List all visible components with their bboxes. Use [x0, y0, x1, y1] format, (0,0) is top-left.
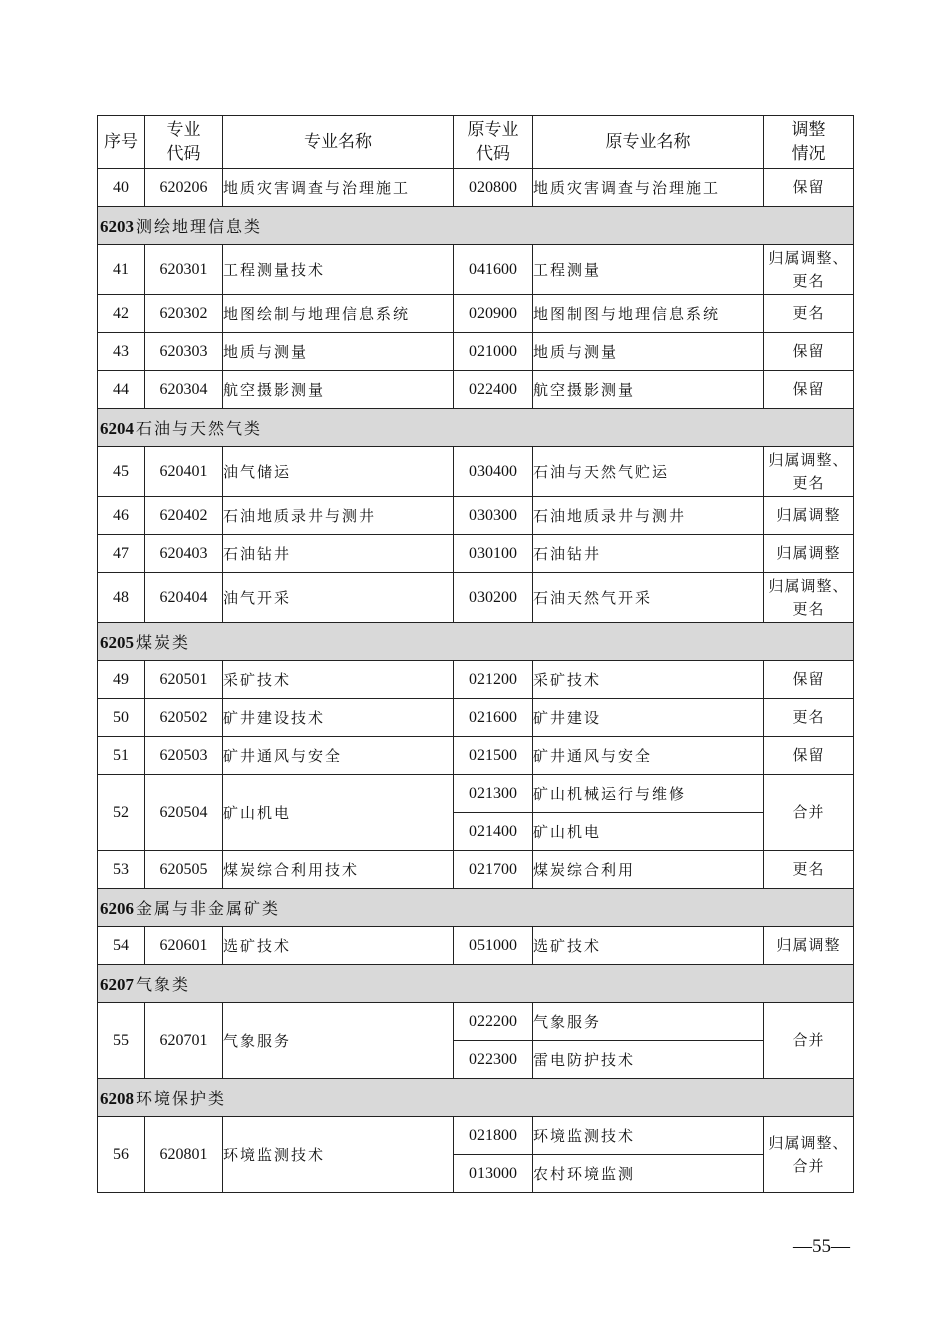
orig-name-cell: 煤炭综合利用 — [533, 851, 764, 889]
code-cell: 620601 — [145, 927, 223, 965]
category-cell — [98, 409, 854, 447]
table-row — [98, 169, 854, 207]
code-cell: 620403 — [145, 535, 223, 573]
seq-cell: 48 — [98, 573, 145, 623]
category-name: 石油与天然气类 — [136, 419, 263, 438]
major-table — [97, 115, 854, 1193]
category-name: 测绘地理信息类 — [136, 217, 263, 236]
seq-cell: 43 — [98, 333, 145, 371]
table-row — [98, 573, 854, 623]
orig-name-cell: 工程测量 — [533, 245, 764, 295]
major-name-cell: 矿井建设技术 — [223, 699, 454, 737]
seq-cell: 53 — [98, 851, 145, 889]
orig-code-cell: 030300 — [454, 497, 533, 535]
major-name-cell: 工程测量技术 — [223, 245, 454, 295]
table-header-row — [98, 116, 854, 169]
table-row — [98, 333, 854, 371]
major-name-cell: 油气储运 — [223, 447, 454, 497]
adjust-cell: 归属调整 — [764, 535, 854, 573]
orig-name-cell: 航空摄影测量 — [533, 371, 764, 409]
orig-name-cell: 地质与测量 — [533, 333, 764, 371]
category-name: 煤炭类 — [136, 633, 191, 652]
category-cell — [98, 965, 854, 1003]
orig-code-cell: 030200 — [454, 573, 533, 623]
table-row — [98, 661, 854, 699]
major-name-cell: 地图绘制与地理信息系统 — [223, 295, 454, 333]
table-row — [98, 851, 854, 889]
category-row — [98, 889, 854, 927]
major-name-cell: 油气开采 — [223, 573, 454, 623]
seq-cell: 45 — [98, 447, 145, 497]
table-row — [98, 497, 854, 535]
major-name-cell: 气象服务 — [223, 1003, 454, 1079]
major-name-cell: 采矿技术 — [223, 661, 454, 699]
table-row — [98, 699, 854, 737]
orig-name-cell: 矿山机械运行与维修 — [533, 775, 764, 813]
header-name: 专业名称 — [223, 116, 454, 169]
orig-name-cell: 矿井建设 — [533, 699, 764, 737]
orig-code-cell: 041600 — [454, 245, 533, 295]
category-code: 6205 — [100, 633, 134, 652]
orig-name-cell: 采矿技术 — [533, 661, 764, 699]
code-cell: 620503 — [145, 737, 223, 775]
seq-cell: 42 — [98, 295, 145, 333]
orig-name-cell: 农村环境监测 — [533, 1155, 764, 1193]
orig-name-cell: 雷电防护技术 — [533, 1041, 764, 1079]
category-name: 环境保护类 — [136, 1089, 227, 1108]
adjust-cell: 归属调整、 更名 — [764, 245, 854, 295]
code-cell: 620501 — [145, 661, 223, 699]
table-row — [98, 927, 854, 965]
table-row — [98, 737, 854, 775]
adjust-cell: 合并 — [764, 1003, 854, 1079]
header-orig-name: 原专业名称 — [533, 116, 764, 169]
seq-cell: 44 — [98, 371, 145, 409]
category-code: 6206 — [100, 899, 134, 918]
seq-cell: 50 — [98, 699, 145, 737]
orig-name-cell: 矿山机电 — [533, 813, 764, 851]
header-orig-code: 原专业 代码 — [454, 116, 533, 169]
table-row — [98, 535, 854, 573]
adjust-cell: 保留 — [764, 737, 854, 775]
code-cell: 620502 — [145, 699, 223, 737]
category-code: 6208 — [100, 1089, 134, 1108]
orig-code-cell: 021200 — [454, 661, 533, 699]
orig-name-cell: 石油钻井 — [533, 535, 764, 573]
table-row — [98, 775, 854, 813]
orig-name-cell: 石油与天然气贮运 — [533, 447, 764, 497]
orig-name-cell: 选矿技术 — [533, 927, 764, 965]
orig-code-cell: 021000 — [454, 333, 533, 371]
adjust-cell: 归属调整 — [764, 497, 854, 535]
category-name: 气象类 — [136, 975, 191, 994]
adjust-cell: 归属调整、 更名 — [764, 447, 854, 497]
category-name: 金属与非金属矿类 — [136, 899, 281, 918]
orig-code-cell: 022300 — [454, 1041, 533, 1079]
orig-code-cell: 021500 — [454, 737, 533, 775]
orig-name-cell: 石油地质录井与测井 — [533, 497, 764, 535]
code-cell: 620206 — [145, 169, 223, 207]
major-name-cell: 地质与测量 — [223, 333, 454, 371]
adjust-cell: 保留 — [764, 661, 854, 699]
major-name-cell: 矿山机电 — [223, 775, 454, 851]
orig-name-cell: 矿井通风与安全 — [533, 737, 764, 775]
orig-code-cell: 021300 — [454, 775, 533, 813]
table-row — [98, 371, 854, 409]
table-row — [98, 295, 854, 333]
major-name-cell: 航空摄影测量 — [223, 371, 454, 409]
category-cell — [98, 623, 854, 661]
orig-name-cell: 地图制图与地理信息系统 — [533, 295, 764, 333]
code-cell: 620504 — [145, 775, 223, 851]
table-row — [98, 447, 854, 497]
orig-name-cell: 地质灾害调查与治理施工 — [533, 169, 764, 207]
orig-code-cell: 020800 — [454, 169, 533, 207]
major-name-cell: 石油钻井 — [223, 535, 454, 573]
seq-cell: 52 — [98, 775, 145, 851]
category-code: 6204 — [100, 419, 134, 438]
category-code: 6203 — [100, 217, 134, 236]
orig-code-cell: 020900 — [454, 295, 533, 333]
orig-code-cell: 022200 — [454, 1003, 533, 1041]
adjust-cell: 保留 — [764, 169, 854, 207]
orig-name-cell: 石油天然气开采 — [533, 573, 764, 623]
category-cell — [98, 889, 854, 927]
orig-code-cell: 051000 — [454, 927, 533, 965]
major-name-cell: 石油地质录井与测井 — [223, 497, 454, 535]
major-name-cell: 矿井通风与安全 — [223, 737, 454, 775]
orig-name-cell: 气象服务 — [533, 1003, 764, 1041]
category-row — [98, 965, 854, 1003]
seq-cell: 46 — [98, 497, 145, 535]
category-row — [98, 1079, 854, 1117]
code-cell: 620404 — [145, 573, 223, 623]
page-number: —55— — [793, 1236, 850, 1257]
adjust-cell: 归属调整、 合并 — [764, 1117, 854, 1193]
adjust-cell: 保留 — [764, 371, 854, 409]
adjust-cell: 保留 — [764, 333, 854, 371]
category-row — [98, 409, 854, 447]
code-cell: 620302 — [145, 295, 223, 333]
adjust-cell: 更名 — [764, 851, 854, 889]
major-name-cell: 环境监测技术 — [223, 1117, 454, 1193]
seq-cell: 41 — [98, 245, 145, 295]
adjust-cell: 更名 — [764, 295, 854, 333]
adjust-cell: 合并 — [764, 775, 854, 851]
header-adjust: 调整 情况 — [764, 116, 854, 169]
code-cell: 620701 — [145, 1003, 223, 1079]
category-cell — [98, 1079, 854, 1117]
orig-code-cell: 030100 — [454, 535, 533, 573]
table-row — [98, 245, 854, 295]
seq-cell: 47 — [98, 535, 145, 573]
orig-name-cell: 环境监测技术 — [533, 1117, 764, 1155]
adjust-cell: 归属调整、 更名 — [764, 573, 854, 623]
adjust-cell: 更名 — [764, 699, 854, 737]
table-body — [98, 169, 854, 1193]
code-cell: 620304 — [145, 371, 223, 409]
header-code: 专业 代码 — [145, 116, 223, 169]
orig-code-cell: 021700 — [454, 851, 533, 889]
orig-code-cell: 021600 — [454, 699, 533, 737]
major-name-cell: 选矿技术 — [223, 927, 454, 965]
major-name-cell: 地质灾害调查与治理施工 — [223, 169, 454, 207]
category-cell — [98, 207, 854, 245]
code-cell: 620401 — [145, 447, 223, 497]
orig-code-cell: 021400 — [454, 813, 533, 851]
table-row — [98, 1117, 854, 1155]
orig-code-cell: 021800 — [454, 1117, 533, 1155]
major-name-cell: 煤炭综合利用技术 — [223, 851, 454, 889]
seq-cell: 49 — [98, 661, 145, 699]
adjust-cell: 归属调整 — [764, 927, 854, 965]
seq-cell: 56 — [98, 1117, 145, 1193]
seq-cell: 55 — [98, 1003, 145, 1079]
code-cell: 620801 — [145, 1117, 223, 1193]
seq-cell: 51 — [98, 737, 145, 775]
seq-cell: 54 — [98, 927, 145, 965]
category-row — [98, 207, 854, 245]
code-cell: 620303 — [145, 333, 223, 371]
code-cell: 620505 — [145, 851, 223, 889]
orig-code-cell: 022400 — [454, 371, 533, 409]
table-row — [98, 1003, 854, 1041]
header-seq: 序号 — [98, 116, 145, 169]
category-row — [98, 623, 854, 661]
seq-cell: 40 — [98, 169, 145, 207]
code-cell: 620402 — [145, 497, 223, 535]
category-code: 6207 — [100, 975, 134, 994]
code-cell: 620301 — [145, 245, 223, 295]
orig-code-cell: 013000 — [454, 1155, 533, 1193]
orig-code-cell: 030400 — [454, 447, 533, 497]
